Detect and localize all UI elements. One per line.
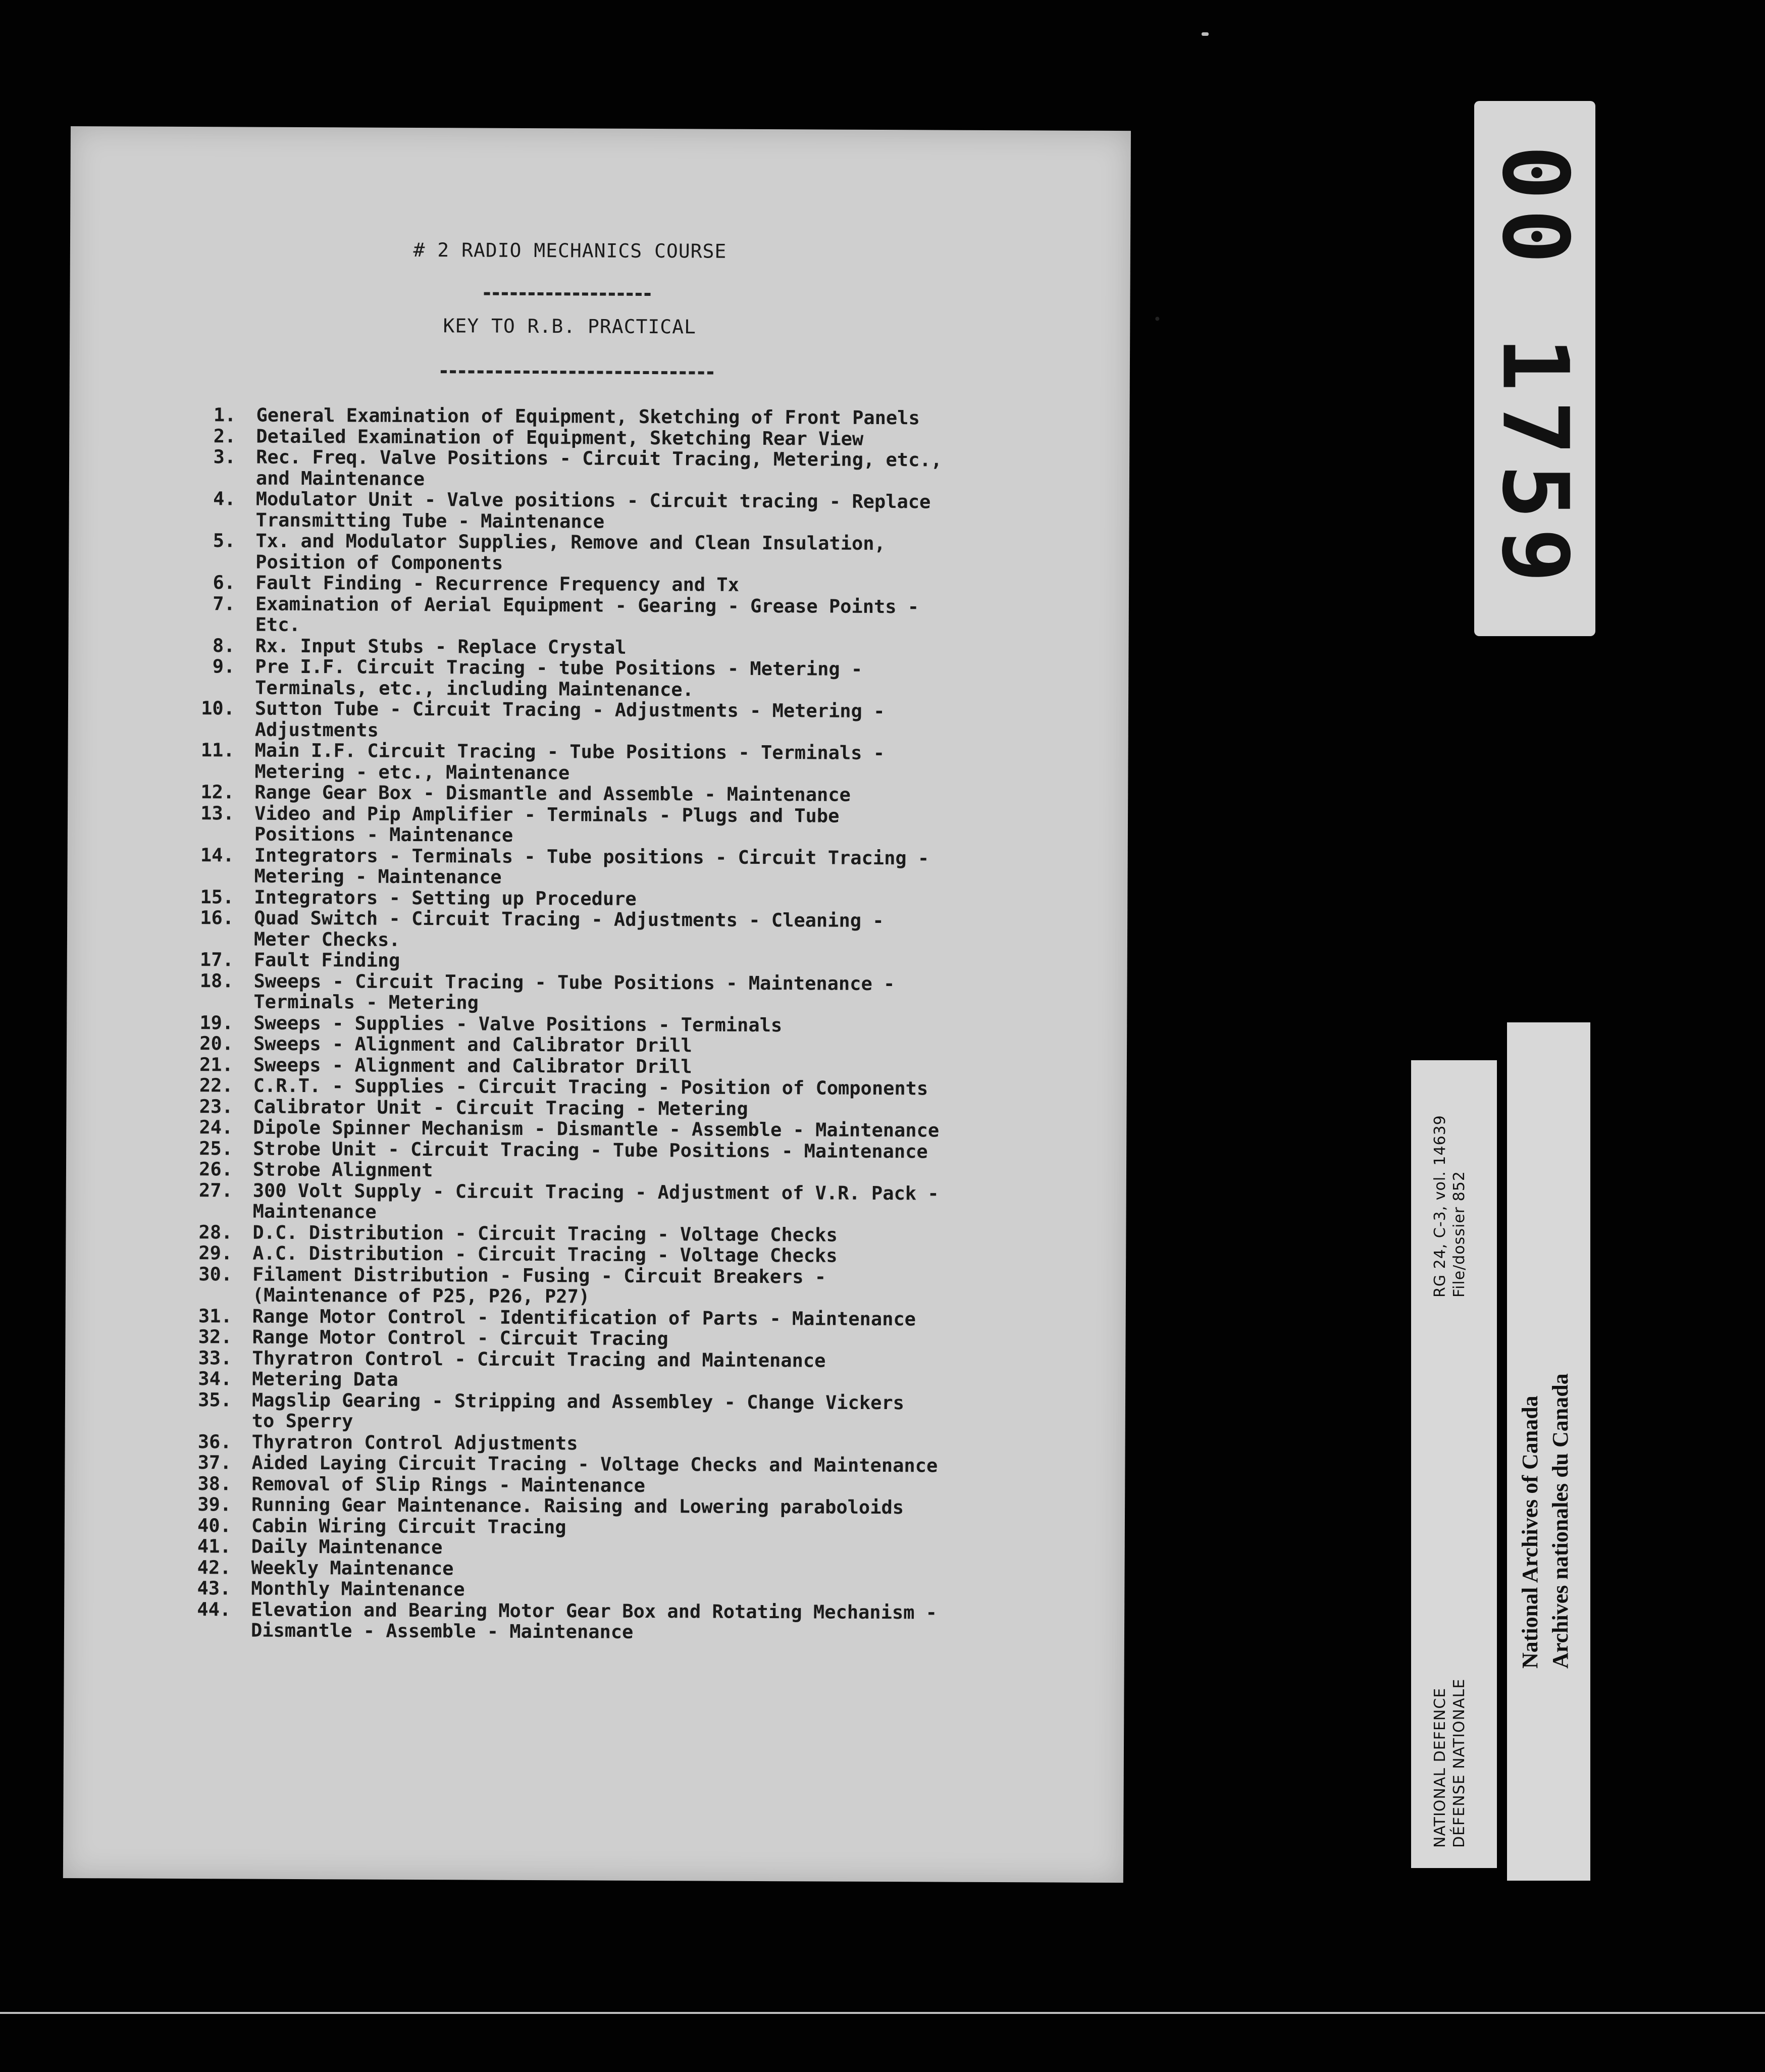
item-number: 4. <box>213 488 236 510</box>
item-text <box>253 970 1127 1016</box>
list-item <box>170 593 1129 639</box>
item-number: 28. <box>198 1221 233 1243</box>
scan-speck <box>1202 32 1209 36</box>
item-number: 36. <box>197 1430 232 1453</box>
item-number: 13. <box>200 802 235 824</box>
item-text-line: Range Gear Box - Dismantle and Assemble - Maintenance <box>254 781 851 806</box>
item-text-line: Elevation and Bearing Motor Gear Box and Rotating Mechanism - <box>251 1598 938 1624</box>
item-number: 17. <box>199 949 234 971</box>
item-text-line: Cabin Wiring Circuit Tracing <box>251 1515 566 1538</box>
item-text <box>256 447 1129 493</box>
item-number: 32. <box>198 1326 232 1348</box>
list-item <box>169 656 1128 702</box>
document-page <box>63 126 1131 1883</box>
item-text-line: Main I.F. Circuit Tracing - Tube Positions - Terminals - <box>254 739 885 764</box>
folio-number: 00 1759 <box>1482 145 1588 592</box>
item-text-line: Aided Laying Circuit Tracing - Voltage Checks and Maintenance <box>251 1452 938 1477</box>
item-number: 16. <box>200 907 234 929</box>
item-text-line: Fault Finding - Recurrence Frequency and Tx <box>255 572 740 596</box>
archives-name-english: National Archives of Canada <box>1518 1395 1542 1669</box>
item-text <box>255 531 1129 577</box>
item-text-line: Integrators - Setting up Procedure <box>254 886 637 910</box>
item-number: 20. <box>199 1032 234 1055</box>
item-text-line: Magslip Gearing - Stripping and Assembley - Change Vickers <box>251 1389 905 1414</box>
item-number: 12. <box>200 781 235 803</box>
item-text-line: Examination of Aerial Equipment - Gearing - Grease Points - <box>255 593 919 617</box>
national-archives-label <box>1507 1022 1590 1881</box>
item-text-line: Sweeps - Supplies - Valve Positions - Terminals <box>253 1012 783 1036</box>
document-title: # 2 RADIO MECHANICS COURSE <box>413 238 727 263</box>
item-text-line: General Examination of Equipment, Sketching of Front Panels <box>256 404 920 429</box>
item-text-line: Dismantle - Assemble - Maintenance <box>250 1619 634 1643</box>
item-number: 31. <box>198 1305 232 1327</box>
item-number: 5. <box>213 530 236 552</box>
item-text <box>252 1264 1126 1310</box>
item-text <box>255 698 1128 744</box>
item-text-line: Adjustments <box>254 718 379 741</box>
item-text-line: Maintenance <box>252 1200 377 1223</box>
item-number: 34. <box>198 1368 232 1390</box>
item-number: 39. <box>197 1493 232 1516</box>
item-text-line: Modulator Unit - Valve positions - Circuit tracing - Replace <box>255 488 931 513</box>
item-text-line: A.C. Distribution - Circuit Tracing - Voltage Checks <box>252 1242 838 1267</box>
item-text-line: D.C. Distribution - Circuit Tracing - Voltage Checks <box>252 1221 838 1246</box>
item-text-line: Etc. <box>255 613 300 636</box>
list-item <box>169 698 1128 744</box>
item-text <box>252 1389 1125 1435</box>
file-dossier-reference: File/dossier 852 <box>1450 1171 1468 1298</box>
item-text <box>253 1180 1126 1226</box>
item-text-line: Metering - Maintenance <box>254 865 502 888</box>
item-text-line: Sutton Tube - Circuit Tracing - Adjustments - Metering - <box>254 697 885 722</box>
item-text-line: Sweeps - Alignment and Calibrator Drill <box>253 1032 692 1057</box>
list-item <box>170 530 1129 576</box>
item-text-line: Tx. and Modulator Supplies, Remove and Clean Insulation, <box>255 530 886 555</box>
item-text-line: Removal of Slip Rings - Maintenance <box>251 1473 646 1496</box>
item-text-line: Sweeps - Alignment and Calibrator Drill <box>253 1054 692 1077</box>
item-number: 41. <box>197 1535 231 1558</box>
national-defence-label <box>1411 1060 1497 1868</box>
item-number: 11. <box>200 739 235 761</box>
item-number: 33. <box>198 1346 232 1369</box>
practical-item-list <box>165 404 1130 1645</box>
item-text-line: 300 Volt Supply - Circuit Tracing - Adjustment of V.R. Pack - <box>252 1179 939 1205</box>
item-text-line: Running Gear Maintenance. Raising and Lowering paraboloids <box>251 1493 904 1519</box>
list-item <box>169 802 1128 848</box>
item-text-line: Weekly Maintenance <box>251 1557 454 1579</box>
list-item <box>168 907 1127 953</box>
item-text-line: Thyratron Control Adjustments <box>251 1431 578 1454</box>
item-text-line: (Maintenance of P25, P26, P27) <box>252 1284 590 1308</box>
archives-name-french: Archives nationales du Canada <box>1548 1373 1573 1669</box>
subtitle-divider <box>441 370 713 374</box>
item-text-line: Strobe Unit - Circuit Tracing - Tube Positions - Maintenance <box>253 1137 928 1162</box>
item-text-line: Range Motor Control - Identification of Parts - Maintenance <box>252 1305 916 1330</box>
item-text <box>254 845 1127 891</box>
scan-bottom-rule <box>0 2012 1765 2014</box>
item-number: 2. <box>213 425 236 447</box>
list-item <box>165 1598 1124 1644</box>
item-text <box>254 803 1128 849</box>
item-text-line: Integrators - Terminals - Tube positions - Circuit Tracing - <box>254 844 929 869</box>
list-item <box>167 1179 1126 1225</box>
item-number: 15. <box>200 886 234 908</box>
item-text-line: and Maintenance <box>255 467 425 490</box>
item-text-line: Monthly Maintenance <box>251 1577 465 1600</box>
item-number: 35. <box>198 1388 232 1411</box>
item-text-line: Daily Maintenance <box>251 1535 443 1559</box>
item-number: 23. <box>199 1095 233 1117</box>
item-number: 14. <box>200 844 234 866</box>
item-number: 30. <box>198 1263 233 1285</box>
item-number: 44. <box>197 1598 231 1620</box>
item-number: 40. <box>197 1514 232 1536</box>
ink-dot <box>1155 317 1159 321</box>
item-text-line: Rx. Input Stubs - Replace Crystal <box>255 635 627 658</box>
item-text <box>255 656 1128 702</box>
item-number: 37. <box>197 1452 232 1474</box>
document-subtitle: KEY TO R.B. PRACTICAL <box>443 315 697 338</box>
list-item <box>170 446 1129 492</box>
item-number: 10. <box>201 697 235 719</box>
item-number: 1. <box>213 404 236 426</box>
list-item <box>168 970 1127 1016</box>
item-number: 21. <box>199 1053 233 1075</box>
list-item <box>168 844 1127 890</box>
item-number: 27. <box>198 1179 233 1201</box>
item-text-line: Calibrator Unit - Circuit Tracing - Metering <box>253 1096 748 1120</box>
item-text-line: to Sperry <box>251 1410 353 1432</box>
item-text-line: Quad Switch - Circuit Tracing - Adjustments - Cleaning - <box>254 907 884 932</box>
item-text-line: Fault Finding <box>253 949 400 971</box>
list-item <box>166 1389 1125 1435</box>
item-text-line: Terminals, etc., including Maintenance. <box>255 677 694 700</box>
item-text-line: Rec. Freq. Valve Positions - Circuit Tracing, Metering, etc., <box>256 446 943 471</box>
item-text-line: Transmitting Tube - Maintenance <box>255 509 605 533</box>
record-group-reference: RG 24, C-3, vol. 14639 <box>1431 1115 1449 1298</box>
item-number: 38. <box>197 1472 232 1494</box>
list-item <box>170 488 1129 534</box>
item-number: 43. <box>197 1577 231 1599</box>
item-text-line: Filament Distribution - Fusing - Circuit Breakers - <box>252 1263 826 1288</box>
item-text-line: Terminals - Metering <box>253 991 479 1014</box>
item-number: 19. <box>199 1011 234 1033</box>
folio-number-tab <box>1474 101 1595 636</box>
item-text-line: Metering - etc., Maintenance <box>254 760 570 784</box>
item-number: 22. <box>199 1074 233 1097</box>
item-text <box>254 740 1128 786</box>
item-number: 18. <box>199 969 234 992</box>
item-text-line: Positions - Maintenance <box>254 823 513 846</box>
item-number: 29. <box>198 1242 233 1264</box>
item-number: 6. <box>213 572 236 594</box>
title-divider <box>484 292 651 296</box>
item-text-line: Meter Checks. <box>253 928 400 951</box>
item-text-line: Video and Pip Amplifier - Terminals - Plugs and Tube <box>254 802 840 827</box>
item-number: 3. <box>213 446 236 468</box>
item-text-line: Metering Data <box>252 1368 398 1390</box>
item-text <box>255 593 1129 639</box>
item-number: 7. <box>213 592 235 614</box>
item-text-line: Dipole Spinner Mechanism - Dismantle - Assemble - Maintenance <box>253 1116 940 1142</box>
item-text-line: Pre I.F. Circuit Tracing - tube Positions - Metering - <box>255 655 863 680</box>
item-text-line: Detailed Examination of Equipment, Sketching Rear View <box>256 425 864 450</box>
item-text <box>254 908 1127 954</box>
item-text-line: Range Motor Control - Circuit Tracing <box>252 1326 668 1350</box>
item-number: 9. <box>212 655 235 678</box>
item-text-line: Strobe Alignment <box>252 1158 433 1181</box>
item-number: 8. <box>212 634 235 656</box>
item-number: 26. <box>199 1158 233 1180</box>
list-item <box>167 1263 1126 1309</box>
item-number: 42. <box>197 1556 231 1578</box>
department-label-french: DÉFENSE NATIONALE <box>1450 1678 1468 1848</box>
item-text-line: Thyratron Control - Circuit Tracing and Maintenance <box>252 1347 826 1372</box>
item-text-line: Sweeps - Circuit Tracing - Tube Positions - Maintenance - <box>253 970 895 995</box>
item-text <box>256 489 1129 535</box>
item-number: 25. <box>199 1137 233 1159</box>
item-text-line: Position of Components <box>255 551 503 574</box>
department-label-english: NATIONAL DEFENCE <box>1431 1687 1449 1848</box>
item-text <box>251 1599 1124 1645</box>
item-text-line: C.R.T. - Supplies - Circuit Tracing - Position of Components <box>253 1074 928 1100</box>
item-number: 24. <box>199 1116 233 1138</box>
list-item <box>169 740 1128 786</box>
